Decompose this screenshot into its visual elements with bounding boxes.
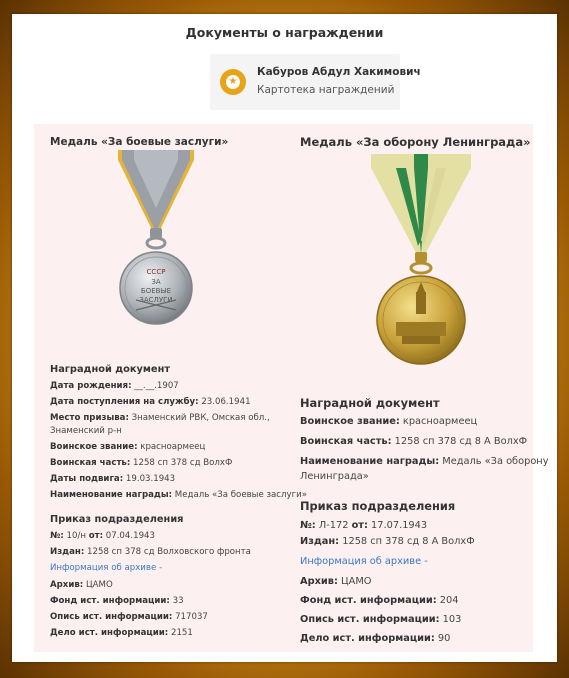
- star-emblem-icon: ★: [220, 69, 246, 95]
- medal-title: Медаль «За оборону Ленинграда»: [300, 135, 531, 149]
- doc-row-rank: Воинское звание: красноармеец: [50, 442, 206, 452]
- medal-text-line3: ЗАСЛУГИ: [139, 296, 173, 304]
- archive-row-fund: Фонд ист. информации: 204: [300, 595, 459, 606]
- awards-frame: [12, 14, 557, 662]
- page-title: Документы о награждении: [185, 25, 384, 40]
- doc-row-draft-place: Место призыва: Знаменский РВК, Омская обл.,: [50, 413, 270, 423]
- doc-row-rank: Воинское звание: красноармеец: [300, 416, 478, 427]
- medal-for-battle-merit-image: [100, 150, 212, 334]
- doc-row-service-date: Дата поступления на службу: 23.06.1941: [50, 397, 251, 407]
- archive-row-case: Дело ист. информации: 90: [300, 633, 451, 644]
- person-subtitle: Картотека награждений: [257, 84, 395, 96]
- order-row-issued: Издан: 1258 сп 378 сд Волховского фронта: [50, 547, 251, 557]
- award-doc-title: Наградной документ: [50, 364, 171, 375]
- person-name[interactable]: Кабуров Абдул Хакимович: [257, 66, 421, 78]
- order-title: Приказ подразделения: [50, 514, 184, 525]
- order-row-number: №: Л-172 от: 17.07.1943: [300, 520, 428, 531]
- medal-text-line2: БОЕВЫЕ: [140, 287, 172, 295]
- archive-row-archive: Архив: ЦАМО: [300, 576, 372, 587]
- medal-title: Медаль «За боевые заслуги»: [50, 136, 229, 148]
- doc-row-unit: Воинская часть: 1258 сп 378 сд 8 А ВолхФ: [300, 436, 528, 447]
- archive-row-inventory: Опись ист. информации: 717037: [50, 612, 208, 622]
- doc-row-award-name-cont: Ленинграда»: [300, 471, 369, 482]
- medal-text-line1: ЗА: [151, 278, 161, 286]
- doc-row-birth: Дата рождения: __.__.1907: [50, 381, 179, 391]
- doc-row-award-name: Наименование награды: Медаль «За боевые заслуги»: [50, 490, 307, 500]
- order-row-number: №: 10/н от: 07.04.1943: [50, 531, 155, 541]
- medal-text-top: СССР: [146, 268, 166, 276]
- doc-row-feat-date: Даты подвига: 19.03.1943: [50, 474, 176, 484]
- doc-row-unit: Воинская часть: 1258 сп 378 сд ВолхФ: [50, 458, 233, 468]
- awards-panel: [34, 124, 549, 652]
- order-title: Приказ подразделения: [300, 499, 456, 513]
- order-row-issued: Издан: 1258 сп 378 сд 8 А ВолхФ: [300, 536, 475, 547]
- archive-row-fund: Фонд ист. информации: 33: [50, 596, 184, 606]
- archive-row-archive: Архив: ЦАМО: [50, 580, 113, 590]
- archive-row-inventory: Опись ист. информации: 103: [300, 614, 462, 625]
- doc-row-draft-place-cont: Знаменский р-н: [50, 426, 122, 436]
- award-doc-title: Наградной документ: [300, 396, 440, 410]
- person-card[interactable]: [210, 54, 421, 110]
- doc-row-award-name: Наименование награды: Медаль «За оборону: [300, 456, 549, 467]
- archive-info-link[interactable]: Информация об архиве -: [300, 556, 428, 567]
- archive-info-link[interactable]: Информация об архиве -: [50, 563, 163, 573]
- medal-defense-of-leningrad-image: [356, 154, 486, 376]
- archive-row-case: Дело ист. информации: 2151: [50, 628, 193, 638]
